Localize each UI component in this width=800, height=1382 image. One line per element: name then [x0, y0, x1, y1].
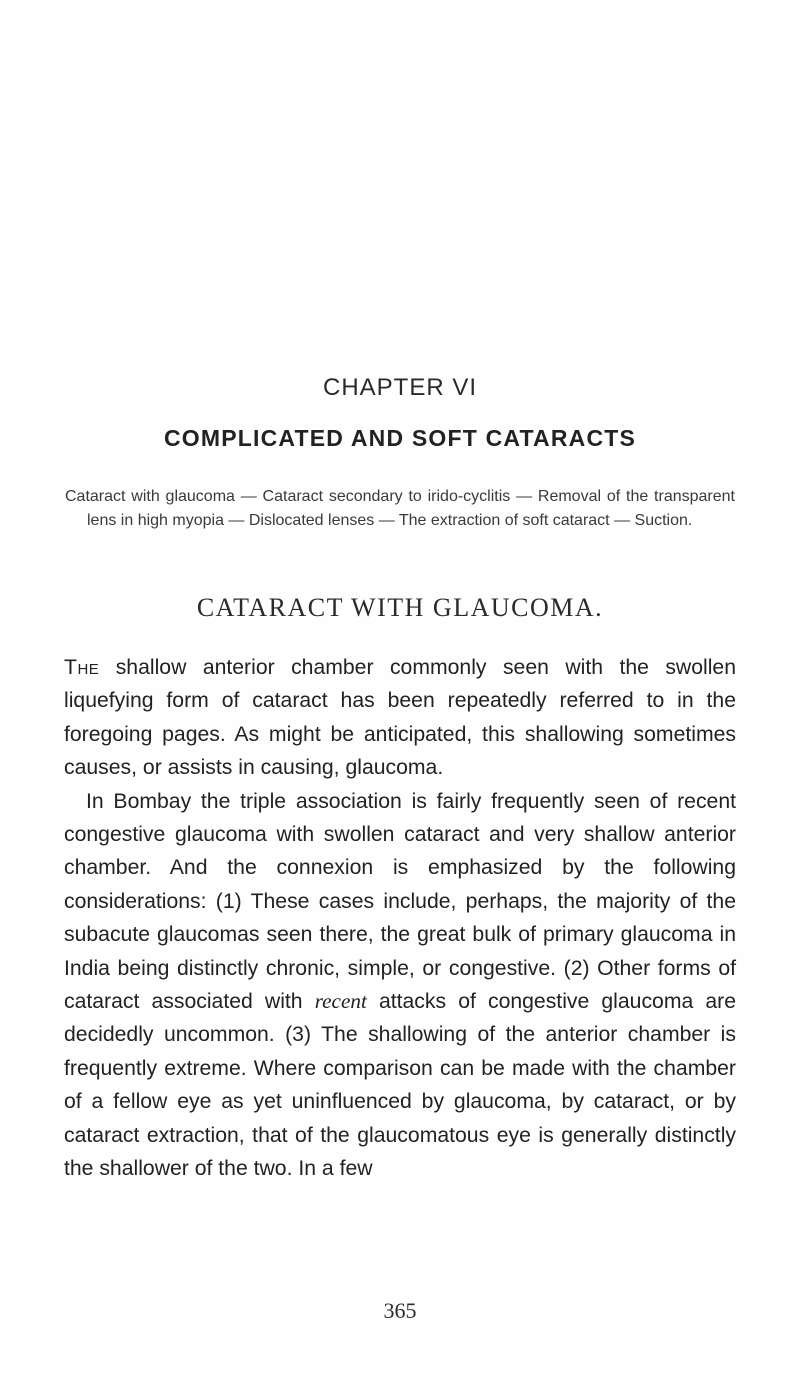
page-number: 365 [383, 1298, 417, 1323]
paragraph-2 [64, 785, 736, 1186]
paragraph-2-text-a: In Bombay the triple association is fairly frequently seen of recent congestive glaucoma with swollen cataract and very shallow anterior chamber. And the connexion is emphasized by the following considerations: (1) These cases include, perhaps, the majority of the subacute glaucomas seen there, the great bulk of primary glaucoma in India being distinctly chronic, simple, or congestive. (2) Other forms of cataract associated with [64, 789, 736, 1014]
paragraph-2-text-b: attacks of congestive glaucoma are decidedly uncommon. (3) The shallowing of the anterior chamber is frequently extreme. Where comparison can be made with the chamber of a fellow eye as yet uninfluenced by glaucoma, by cataract, or by cataract extraction, that of the glaucomatous eye is generally distinctly the shallower of the two. In a few [64, 990, 736, 1181]
emphasis-word: recent [314, 989, 367, 1014]
paragraph-lead-word: The [64, 656, 100, 679]
chapter-label: CHAPTER VI [322, 374, 478, 401]
chapter-synopsis: Cataract with glaucoma — Cataract secondary to irido-cyclitis — Removal of the transparent lens in high myopia — Dislocated lenses — The extraction of soft cataract — Suction. [65, 488, 735, 529]
section-heading: CATARACT WITH GLAUCOMA. [196, 593, 604, 622]
paragraph-1-text: shallow anterior chamber commonly seen with the swollen liquefying form of cataract has been repeatedly referred to in the foregoing pages. As might be anticipated, this shallowing sometimes causes, or assists in causing, glaucoma. [64, 656, 736, 780]
paragraph-1 [64, 651, 736, 785]
body-text [64, 651, 736, 1186]
chapter-title: COMPLICATED AND SOFT CATARACTS [163, 425, 637, 451]
